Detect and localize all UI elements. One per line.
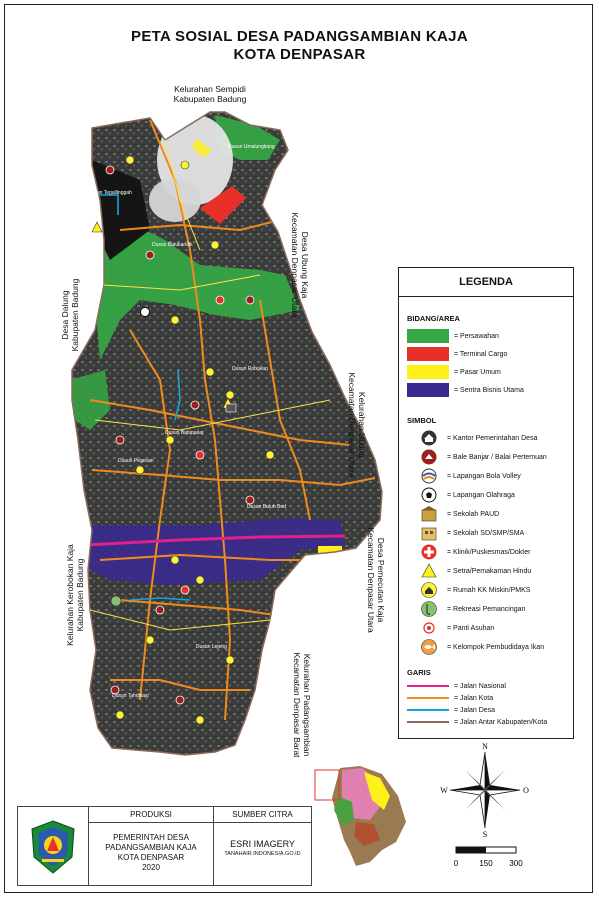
boundary-west-bottom: Kelurahan Kerobokan Kaja Kabupaten Badung bbox=[65, 544, 85, 646]
legend-symbol-row: = Klinik/Puskesmas/Dokter bbox=[407, 544, 530, 560]
orphanage-icon bbox=[421, 620, 437, 636]
dusun-label: Dusun Buluh Bed bbox=[247, 504, 286, 510]
denpasar-city-logo-icon bbox=[28, 819, 78, 875]
boundary-north: Kelurahan Sempidi Kabupaten Badung bbox=[173, 84, 247, 104]
compass-west: W bbox=[440, 786, 448, 795]
dusun-label: Dusun Batupasar bbox=[165, 430, 204, 436]
intercity-road-swatch bbox=[407, 721, 449, 723]
legend-symbol-row: = Rekreasi Pemancingan bbox=[407, 601, 525, 617]
scale-tick-300: 300 bbox=[509, 859, 523, 868]
government-office-icon bbox=[421, 430, 437, 446]
legend-panel bbox=[398, 267, 574, 739]
volleyball-icon bbox=[421, 468, 437, 484]
dusun-label: Dusun Tegallinggah bbox=[88, 190, 132, 196]
legend-area-row: = Pasar Umum bbox=[407, 364, 501, 380]
business-swatch bbox=[407, 383, 449, 397]
legend-symbol-row: = Lapangan Olahraga bbox=[407, 487, 515, 503]
dusun-label: Dusun Pegesan bbox=[118, 458, 154, 464]
legend-symbol-row: = Rumah KK Miskin/PMKS bbox=[407, 582, 530, 598]
dusun-label: Dusun Tandikasi bbox=[112, 693, 149, 699]
village-road-swatch bbox=[407, 709, 449, 711]
meeting-hall-icon bbox=[421, 449, 437, 465]
legend-symbol-row: = Setra/Pemakaman Hindu bbox=[407, 563, 531, 579]
school-icon bbox=[421, 525, 437, 541]
legend-line-row: = Jalan Desa bbox=[407, 704, 495, 716]
ricefield-swatch bbox=[407, 329, 449, 343]
legend-symbol-title: SIMBOL bbox=[407, 416, 437, 425]
scale-bar bbox=[450, 842, 530, 872]
legend-symbol-row: = Panti Asuhan bbox=[407, 620, 494, 636]
imagery-source: ESRI IMAGERY TANAHAIR.INDONESIA.GO.ID bbox=[224, 839, 301, 857]
fish-farm-icon bbox=[421, 639, 437, 655]
compass-east: O bbox=[523, 786, 529, 795]
dusun-label: Dusun Lejeng bbox=[196, 644, 227, 650]
legend-symbol-row: = Kelompok Pembudidaya Ikan bbox=[407, 639, 544, 655]
legend-title: LEGENDA bbox=[399, 268, 573, 297]
poor-house-icon bbox=[421, 582, 437, 598]
footer-info-box bbox=[17, 806, 312, 886]
scale-tick-150: 150 bbox=[479, 859, 493, 868]
fishing-icon bbox=[421, 601, 437, 617]
produksi-header: PRODUKSI bbox=[130, 810, 172, 819]
legend-line-row: = Jalan Antar Kabupaten/Kota bbox=[407, 716, 547, 728]
producer-name: PEMERINTAH DESA PADANGSAMBIAN KAJA KOTA DENPASAR 2020 bbox=[105, 833, 197, 872]
soccer-ball-icon bbox=[421, 487, 437, 503]
legend-symbol-row: = Sekolah PAUD bbox=[407, 506, 499, 522]
boundary-east-3: Desa Pemecutan Kaja Kecamatan Denpasar Utara bbox=[366, 527, 386, 633]
clinic-cross-icon bbox=[421, 544, 437, 560]
map-title-line2: KOTA DENPASAR bbox=[233, 46, 366, 63]
boundary-east-2: Kelurahan Ubung Kecamatan Denpasar Utara bbox=[347, 372, 367, 478]
legend-area-row: = Sentra Bisnis Utama bbox=[407, 382, 524, 398]
scale-tick-0: 0 bbox=[453, 859, 459, 868]
sumber-citra-header: SUMBER CITRA bbox=[232, 810, 293, 819]
city-road-swatch bbox=[407, 697, 449, 699]
national-road-swatch bbox=[407, 685, 449, 687]
legend-line-row: = Jalan Kota bbox=[407, 692, 493, 704]
legend-area-title: BIDANG/AREA bbox=[407, 314, 460, 323]
boundary-east-1: Desa Ubung Kaja Kecamatan Denpasar Utara bbox=[290, 212, 310, 318]
dusun-label: Dusun Batukandik bbox=[152, 242, 193, 248]
market-swatch bbox=[407, 365, 449, 379]
legend-line-title: GARIS bbox=[407, 668, 431, 677]
cargo-swatch bbox=[407, 347, 449, 361]
compass-rose-icon bbox=[440, 740, 530, 840]
compass-north: N bbox=[482, 742, 488, 751]
legend-symbol-row: = Sekolah SD/SMP/SMA bbox=[407, 525, 524, 541]
legend-symbol-row: = Kantor Pemerintahan Desa bbox=[407, 430, 537, 446]
legend-area-row: = Terminal Cargo bbox=[407, 346, 507, 362]
kindergarten-icon bbox=[421, 506, 437, 522]
legend-line-row: = Jalan Nasional bbox=[407, 680, 506, 692]
legend-area-row: = Persawahan bbox=[407, 328, 499, 344]
dusun-label: Dusun Umalungkung bbox=[228, 144, 275, 150]
compass-south: S bbox=[482, 830, 488, 839]
legend-symbol-row: = Lapangan Bola Volley bbox=[407, 468, 521, 484]
inset-location-map bbox=[312, 760, 412, 870]
boundary-west-top: Desa Dalung Kabupaten Badung bbox=[60, 278, 80, 352]
boundary-south: Kelurahan Padangsambian Kecamatan Denpasar Barat bbox=[292, 652, 312, 758]
dusun-label: Dusun Robokan bbox=[232, 366, 268, 372]
cemetery-triangle-icon bbox=[421, 563, 437, 579]
map-title-line1: PETA SOSIAL DESA PADANGSAMBIAN KAJA bbox=[131, 28, 468, 45]
legend-symbol-row: = Bale Banjar / Balai Pertemuan bbox=[407, 449, 547, 465]
